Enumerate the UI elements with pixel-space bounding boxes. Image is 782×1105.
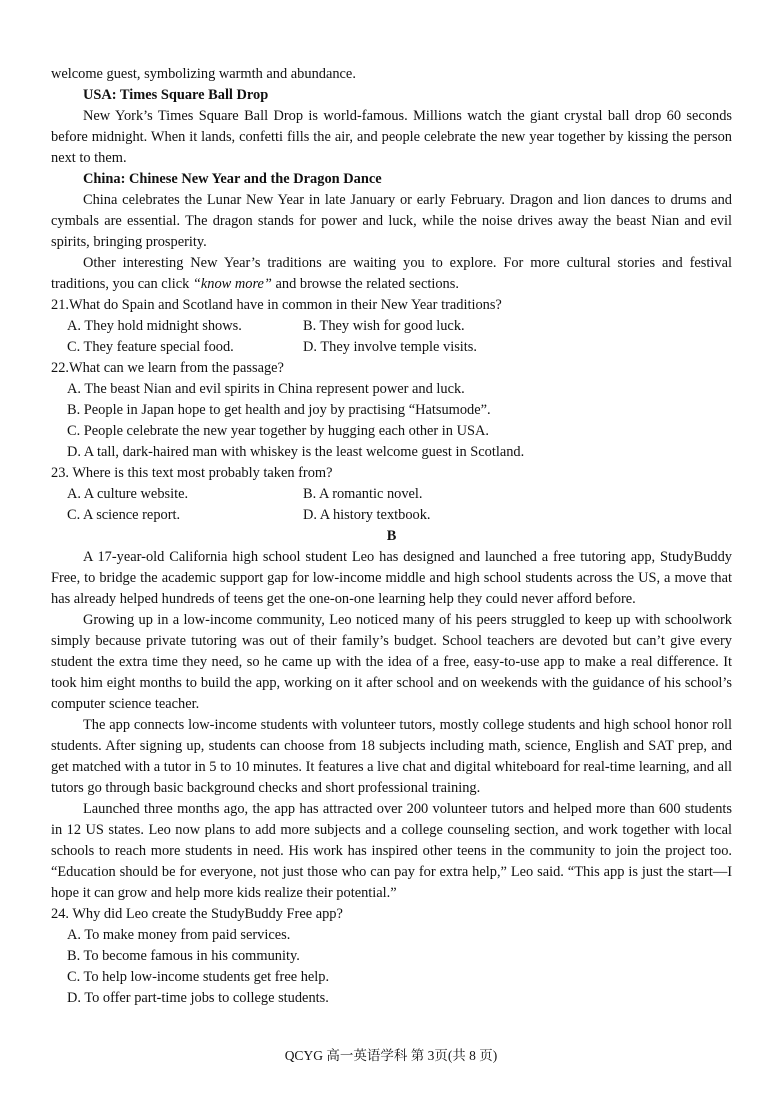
question-23-option-c: C. A science report.: [67, 507, 181, 523]
question-22-option-a: A. The beast Nian and evil spirits in China represent power and luck.: [67, 381, 465, 397]
section-b-heading: B: [386, 528, 397, 544]
closing-text-after: and browse the related sections.: [271, 276, 459, 292]
question-21-stem: 21.What do Spain and Scotland have in common in their New Year traditions?: [51, 297, 502, 313]
question-23-option-a: A. A culture website.: [67, 486, 189, 502]
passage-b-paragraph-4: Launched three months ago, the app has attracted over 200 volunteer tutors and helped more than 600 students in 12 US states. Leo now plans to add more subjects and a college counseling section, and work together with local schools to reach more students in need. His work has inspired other teens in the community to join the project too. “Education should be for everyone, not just those who can pay for extra help,” Leo said. “This app is just the start—I hope it can grow and help more kids realize their potential.”: [51, 801, 732, 901]
passage-b-paragraph-1: A 17-year-old California high school student Leo has designed and launched a free tutoring app, StudyBuddy Free, to bridge the academic support gap for low-income middle and high school students across the US, a move that has already helped hundreds of teens get the one-on-one learning help they could never afford before.: [51, 549, 732, 607]
question-22-option-b: B. People in Japan hope to get health and joy by practising “Hatsumode”.: [67, 402, 491, 418]
question-23-option-b: B. A romantic novel.: [303, 486, 423, 502]
passage-b-paragraph-3: The app connects low-income students with volunteer tutors, mostly college students and high school honor roll students. After signing up, students can choose from 18 subjects including math, science, English and SAT prep, and get matched with a tutor in 5 to 10 minutes. It features a live chat and digital whiteboard for real-time learning, and all tutors go through basic background checks and short professional training.: [51, 717, 732, 796]
question-23-options: [51, 484, 732, 526]
question-22-option-d: D. A tall, dark-haired man with whiskey is the least welcome guest in Scotland.: [67, 444, 525, 460]
question-24-option-b: B. To become famous in his community.: [67, 948, 300, 964]
question-21-option-b: B. They wish for good luck.: [303, 318, 465, 334]
question-21-option-a: A. They hold midnight shows.: [67, 318, 242, 334]
closing-paragraph: [51, 253, 732, 295]
passage-b-paragraph-2: Growing up in a low-income community, Leo noticed many of his peers struggled to keep up with schoolwork simply because private tutoring was out of their family’s budget. School teachers are devoted but can’t give every student the extra time they need, so he came up with the idea of a free, easy-to-use app to make a real difference. It took him eight months to build the app, working on it after school and on weekends with the guidance of his school’s computer science teacher.: [51, 612, 732, 712]
question-23-stem: 23. Where is this text most probably taken from?: [51, 465, 333, 481]
question-23-option-d: D. A history textbook.: [303, 507, 431, 523]
question-24-option-a: A. To make money from paid services.: [67, 927, 291, 943]
china-heading: China: Chinese New Year and the Dragon Dance: [83, 171, 382, 187]
question-24-stem: 24. Why did Leo create the StudyBuddy Free app?: [51, 906, 343, 922]
document-page: [51, 64, 732, 1009]
china-paragraph: China celebrates the Lunar New Year in late January or early February. Dragon and lion dances to drums and cymbals are essential. The dragon stands for power and luck, while the noise drives away the beast Nian and evil spirits, bringing prosperity.: [51, 192, 732, 250]
question-22-option-c: C. People celebrate the new year together by hugging each other in USA.: [67, 423, 489, 439]
question-24-option-c: C. To help low-income students get free help.: [67, 969, 330, 985]
question-21-option-d: D. They involve temple visits.: [303, 339, 478, 355]
usa-heading: USA: Times Square Ball Drop: [83, 87, 269, 103]
know-more-link[interactable]: “know more”: [192, 276, 272, 292]
page-footer: QCYG 高一英语学科 第 3页(共 8 页): [284, 1048, 498, 1063]
usa-paragraph: New York’s Times Square Ball Drop is world-famous. Millions watch the giant crystal ball drop 60 seconds before midnight. When it lands, confetti fills the air, and people celebrate the new year together by kissing the person next to them.: [51, 108, 732, 166]
question-22-stem: 22.What can we learn from the passage?: [51, 360, 284, 376]
question-21-options: [51, 316, 732, 358]
question-21-option-c: C. They feature special food.: [67, 339, 234, 355]
question-24-option-d: D. To offer part-time jobs to college students.: [67, 990, 329, 1006]
closing-text-before: Other interesting New Year’s traditions are waiting you to explore. For more cultural stories and festival traditions, you can click: [51, 255, 732, 292]
passage-a-intro-tail: welcome guest, symbolizing warmth and abundance.: [51, 66, 356, 82]
